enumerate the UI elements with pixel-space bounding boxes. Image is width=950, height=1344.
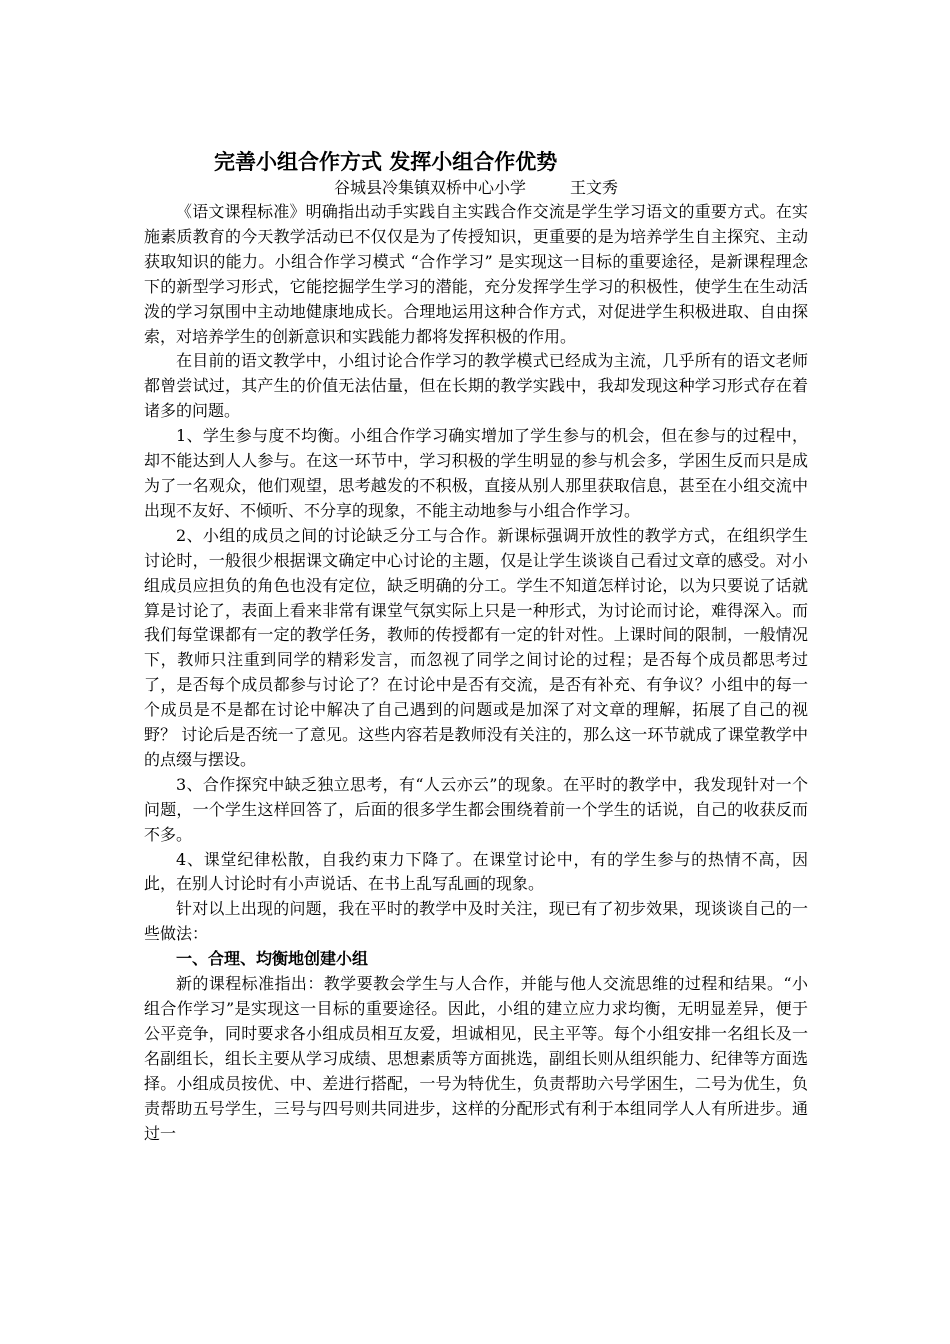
body-paragraph: 《语文课程标准》明确指出动手实践自主实践合作交流是学生学习语文的重要方式。在实施素质教育的今天教学活动已不仅仅是为了传授知识，更重要的是为培养学生自主探究、主动获取知识的能力。小组合作学习模式 “合作学习” 是实现这一目标的重要途径，是新课程理念下的新型学习形式，它能挖掘学生学习的潜能，充分发挥学生学习的积极性，使学生在生动活泼的学习氛围中主动地健康地成长。合理地运用这种合作方式，对促进学生积极进取、自由探索，对培养学生的创新意识和实践能力都将发挥积极的作用。 (144, 202, 808, 346)
document-page (144, 148, 808, 1146)
author-school: 谷城县冷集镇双桥中心小学 (333, 178, 526, 197)
body-paragraph: 新的课程标准指出：教学要教会学生与人合作，并能与他人交流思维的过程和结果。“小组合作学习”是实现这一目标的重要途径。因此，小组的建立应力求均衡，无明显差异，便于公平竞争，同时要求各小组成员相互友爱，坦诚相见，民主平等。每个小组安排一名组长及一名副组长，组长主要从学习成绩、思想素质等方面挑选，副组长则从组织能力、纪律等方面选择。小组成员按优、中、差进行搭配，一号为特优生，负责帮助六号学困生，二号为优生，负责帮助五号学生，三号与四号则共同进步，这样的分配形式有利于本组同学人人有所进步。通过一 (144, 974, 808, 1143)
body-paragraph: 3、合作探究中缺乏独立思考，有“人云亦云”的现象。在平时的教学中，我发现针对一个问题，一个学生这样回答了，后面的很多学生都会围绕着前一个学生的话说，自己的收获反而不多。 (144, 774, 808, 844)
body-paragraph: 2、小组的成员之间的讨论缺乏分工与合作。新课标强调开放性的教学方式，在组织学生讨论时，一般很少根据课文确定中心讨论的主题，仅是让学生谈谈自己看过文章的感受。对小组成员应担负的角色也没有定位，缺乏明确的分工。学生不知道怎样讨论，以为只要说了话就算是讨论了，表面上看来非常有课堂气氛实际上只是一种形式，为讨论而讨论，难得深入。而我们每堂课都有一定的教学任务，教师的传授都有一定的针对性。上课时间的限制，一般情况下，教师只注重到同学的精彩发言，而忽视了同学之间讨论的过程；是否每个成员都思考过了，是否每个成员都参与讨论了？在讨论中是否有交流，是否有补充、有争议？小组中的每一个成员是不是都在讨论中解决了自己遇到的问题或是加深了对文章的理解，拓展了自己的视野？ 讨论后是否统一了意见。这些内容若是教师没有关注的，那么这一环节就成了课堂教学中的点缀与摆设。 (144, 525, 808, 769)
byline (144, 176, 808, 200)
body-paragraph: 针对以上出现的问题，我在平时的教学中及时关注，现已有了初步效果，现谈谈自己的一些做法： (144, 899, 808, 944)
section-heading: 一、合理、均衡地创建小组 (176, 949, 369, 969)
body-paragraph: 4、课堂纪律松散，自我约束力下降了。在课堂讨论中，有的学生参与的热情不高，因此，在别人讨论时有小声说话、在书上乱写乱画的现象。 (144, 849, 808, 894)
author-name: 王文秀 (570, 178, 619, 197)
document-title: 完善小组合作方式 发挥小组合作优势 (214, 150, 558, 174)
body-paragraph: 在目前的语文教学中，小组讨论合作学习的教学模式已经成为主流，几乎所有的语文老师都曾尝试过，其产生的价值无法估量，但在长期的教学实践中，我却发现这种学习形式存在着诸多的问题。 (144, 351, 808, 421)
body-paragraph: 1、学生参与度不均衡。小组合作学习确实增加了学生参与的机会，但在参与的过程中，却不能达到人人参与。在这一环节中，学习积极的学生明显的参与机会多，学困生反而只是成为了一名观众，他们观望，思考越发的不积极，直接从别人那里获取信息，甚至在小组交流中出现不友好、不倾听、不分享的现象，不能主动地参与小组合作学习。 (144, 426, 808, 520)
